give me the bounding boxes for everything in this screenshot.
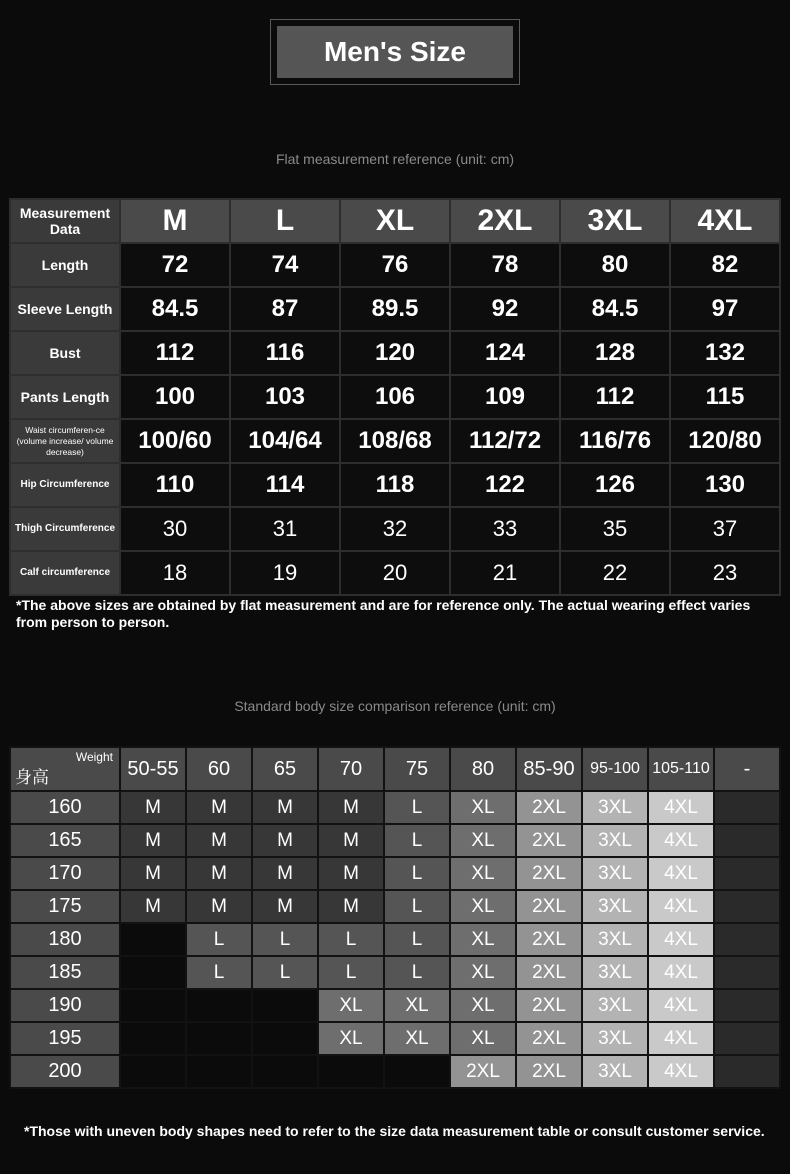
- empty-cell: [120, 989, 186, 1022]
- measurement-value: 18: [120, 551, 230, 595]
- weight-header: 75: [384, 747, 450, 791]
- height-row: [10, 857, 780, 890]
- title-frame: [270, 19, 520, 85]
- size-cell: XL: [450, 824, 516, 857]
- measurement-value: 104/64: [230, 419, 340, 463]
- measurement-value: 122: [450, 463, 560, 507]
- size-cell: 4XL: [648, 1055, 714, 1088]
- height-row: [10, 956, 780, 989]
- empty-cell: [186, 989, 252, 1022]
- row-label-text: Thigh Circumference: [14, 523, 116, 534]
- measurement-value: 87: [230, 287, 340, 331]
- row-label-sub: (volume increase/ volume decrease): [16, 435, 114, 457]
- height-header: 190: [10, 989, 120, 1022]
- height-header: 200: [10, 1055, 120, 1088]
- size-cell: 3XL: [582, 1055, 648, 1088]
- empty-cell: [714, 956, 780, 989]
- empty-cell: [252, 989, 318, 1022]
- measurement-value: 32: [340, 507, 450, 551]
- empty-cell: [186, 1022, 252, 1055]
- measurement-value: 74: [230, 243, 340, 287]
- size-header: 4XL: [670, 199, 780, 243]
- row-label: [10, 551, 120, 595]
- measurement-value: 112: [560, 375, 670, 419]
- height-header: 160: [10, 791, 120, 824]
- height-header: 175: [10, 890, 120, 923]
- measurement-value: 120: [340, 331, 450, 375]
- height-header: 180: [10, 923, 120, 956]
- measurement-value: 100: [120, 375, 230, 419]
- measurement-value: 124: [450, 331, 560, 375]
- size-header: M: [120, 199, 230, 243]
- height-header: 195: [10, 1022, 120, 1055]
- height-header: 165: [10, 824, 120, 857]
- height-header: 185: [10, 956, 120, 989]
- measurement-value: 72: [120, 243, 230, 287]
- size-cell: M: [120, 791, 186, 824]
- size-cell: XL: [318, 989, 384, 1022]
- height-row: [10, 791, 780, 824]
- weight-header: 70: [318, 747, 384, 791]
- measurement-value: 31: [230, 507, 340, 551]
- measurement-value: 103: [230, 375, 340, 419]
- height-row: [10, 1022, 780, 1055]
- row-label: [10, 243, 120, 287]
- size-cell: M: [252, 857, 318, 890]
- empty-cell: [714, 857, 780, 890]
- row-label-text: Bust: [49, 345, 81, 361]
- size-cell: M: [318, 791, 384, 824]
- size-cell: 4XL: [648, 791, 714, 824]
- size-cell: 3XL: [582, 824, 648, 857]
- size-cell: L: [318, 923, 384, 956]
- size-cell: 4XL: [648, 857, 714, 890]
- empty-cell: [714, 791, 780, 824]
- flat-caption: Flat measurement reference (unit: cm): [275, 151, 515, 167]
- empty-cell: [714, 1022, 780, 1055]
- weight-header: -: [714, 747, 780, 791]
- measurement-value: 33: [450, 507, 560, 551]
- size-cell: 3XL: [582, 956, 648, 989]
- measurement-value: 23: [670, 551, 780, 595]
- size-cell: 2XL: [516, 1055, 582, 1088]
- measurement-value: 106: [340, 375, 450, 419]
- measurement-value: 110: [120, 463, 230, 507]
- size-cell: 4XL: [648, 989, 714, 1022]
- measurement-row: [10, 551, 780, 595]
- size-cell: XL: [450, 1022, 516, 1055]
- empty-cell: [186, 1055, 252, 1088]
- size-cell: 2XL: [516, 791, 582, 824]
- empty-cell: [714, 989, 780, 1022]
- empty-cell: [252, 1022, 318, 1055]
- size-cell: 2XL: [516, 1022, 582, 1055]
- size-cell: 2XL: [516, 824, 582, 857]
- size-cell: L: [384, 791, 450, 824]
- measurement-value: 19: [230, 551, 340, 595]
- measurement-value: 35: [560, 507, 670, 551]
- empty-cell: [120, 956, 186, 989]
- size-cell: 4XL: [648, 1022, 714, 1055]
- weight-header: 105-110: [648, 747, 714, 791]
- size-cell: M: [318, 824, 384, 857]
- height-row: [10, 824, 780, 857]
- weight-header: 65: [252, 747, 318, 791]
- size-header: 2XL: [450, 199, 560, 243]
- weight-header: 80: [450, 747, 516, 791]
- measurement-value: 84.5: [560, 287, 670, 331]
- empty-cell: [120, 1022, 186, 1055]
- measurement-value: 100/60: [120, 419, 230, 463]
- flat-measurement-table: [9, 198, 781, 596]
- weight-header: 85-90: [516, 747, 582, 791]
- header-measurement-label: [10, 199, 120, 243]
- size-cell: XL: [450, 923, 516, 956]
- size-cell: M: [252, 791, 318, 824]
- measurement-value: 97: [670, 287, 780, 331]
- header-label-line2: Data: [49, 221, 81, 237]
- measurement-value: 128: [560, 331, 670, 375]
- size-cell: 3XL: [582, 989, 648, 1022]
- size-cell: L: [186, 923, 252, 956]
- size-cell: M: [252, 824, 318, 857]
- measurement-value: 108/68: [340, 419, 450, 463]
- measurement-value: 89.5: [340, 287, 450, 331]
- measurement-value: 132: [670, 331, 780, 375]
- size-header: L: [230, 199, 340, 243]
- size-cell: XL: [384, 989, 450, 1022]
- row-label-text: Waist circumferen-ce: [25, 424, 105, 435]
- measurement-value: 80: [560, 243, 670, 287]
- measurement-value: 109: [450, 375, 560, 419]
- size-cell: M: [186, 857, 252, 890]
- measurement-value: 116/76: [560, 419, 670, 463]
- size-cell: L: [384, 890, 450, 923]
- measurement-value: 20: [340, 551, 450, 595]
- height-axis-label: 身高: [15, 768, 49, 787]
- table-corner: [10, 747, 120, 791]
- empty-cell: [252, 1055, 318, 1088]
- measurement-value: 21: [450, 551, 560, 595]
- empty-cell: [120, 923, 186, 956]
- size-cell: XL: [450, 890, 516, 923]
- row-label: [10, 463, 120, 507]
- page-title: Men's Size: [277, 26, 513, 78]
- size-cell: 2XL: [516, 890, 582, 923]
- size-header: XL: [340, 199, 450, 243]
- size-cell: XL: [450, 956, 516, 989]
- row-label-text: Length: [41, 257, 89, 273]
- header-label-line1: Measurement: [19, 205, 111, 221]
- empty-cell: [714, 923, 780, 956]
- size-cell: M: [120, 857, 186, 890]
- row-label-text: Pants Length: [20, 389, 110, 405]
- size-cell: 4XL: [648, 956, 714, 989]
- size-cell: M: [252, 890, 318, 923]
- size-cell: XL: [384, 1022, 450, 1055]
- measurement-row: [10, 331, 780, 375]
- measurement-value: 76: [340, 243, 450, 287]
- measurement-row: [10, 507, 780, 551]
- size-cell: M: [186, 791, 252, 824]
- size-cell: XL: [450, 989, 516, 1022]
- size-cell: M: [318, 890, 384, 923]
- measurement-row: [10, 375, 780, 419]
- size-cell: 4XL: [648, 923, 714, 956]
- size-cell: XL: [450, 791, 516, 824]
- measurement-value: 114: [230, 463, 340, 507]
- measurement-row: [10, 419, 780, 463]
- size-cell: L: [384, 857, 450, 890]
- size-cell: 2XL: [516, 923, 582, 956]
- measurement-value: 84.5: [120, 287, 230, 331]
- measurement-value: 30: [120, 507, 230, 551]
- row-label-text: Calf circumference: [19, 567, 111, 578]
- height-header: 170: [10, 857, 120, 890]
- size-cell: M: [186, 824, 252, 857]
- size-cell: L: [252, 923, 318, 956]
- size-cell: L: [384, 956, 450, 989]
- size-cell: L: [318, 956, 384, 989]
- measurement-row: [10, 287, 780, 331]
- measurement-value: 112: [120, 331, 230, 375]
- size-cell: XL: [450, 857, 516, 890]
- measurement-value: 78: [450, 243, 560, 287]
- row-label: [10, 375, 120, 419]
- body-size-table: [9, 746, 781, 1089]
- size-header: 3XL: [560, 199, 670, 243]
- empty-cell: [318, 1055, 384, 1088]
- size-cell: M: [120, 824, 186, 857]
- row-label-text: Sleeve Length: [17, 301, 113, 317]
- measurement-value: 92: [450, 287, 560, 331]
- weight-header: 95-100: [582, 747, 648, 791]
- measurement-row: [10, 243, 780, 287]
- height-row: [10, 989, 780, 1022]
- weight-header: 50-55: [120, 747, 186, 791]
- row-label-text: Hip Circumference: [20, 479, 110, 490]
- height-row: [10, 1055, 780, 1088]
- body-note: *Those with uneven body shapes need to refer to the size data measurement table or consult customer service.: [24, 1123, 765, 1139]
- body-caption: Standard body size comparison reference (unit: cm): [234, 698, 556, 714]
- size-cell: M: [186, 890, 252, 923]
- measurement-row: [10, 463, 780, 507]
- size-cell: 3XL: [582, 923, 648, 956]
- size-cell: L: [384, 824, 450, 857]
- size-cell: 3XL: [582, 1022, 648, 1055]
- empty-cell: [714, 824, 780, 857]
- height-row: [10, 890, 780, 923]
- measurement-value: 22: [560, 551, 670, 595]
- size-cell: L: [384, 923, 450, 956]
- size-cell: 2XL: [516, 857, 582, 890]
- size-cell: 2XL: [450, 1055, 516, 1088]
- row-label: [10, 419, 120, 463]
- measurement-value: 115: [670, 375, 780, 419]
- size-cell: 3XL: [582, 890, 648, 923]
- height-row: [10, 923, 780, 956]
- row-label: [10, 287, 120, 331]
- flat-note: *The above sizes are obtained by flat measurement and are for reference only. The actual wearing effect varies from person to person.: [16, 597, 751, 630]
- size-cell: 2XL: [516, 989, 582, 1022]
- row-label: [10, 507, 120, 551]
- empty-cell: [120, 1055, 186, 1088]
- measurement-value: 37: [670, 507, 780, 551]
- measurement-value: 82: [670, 243, 780, 287]
- measurement-value: 118: [340, 463, 450, 507]
- size-cell: 3XL: [582, 857, 648, 890]
- empty-cell: [714, 890, 780, 923]
- size-cell: L: [252, 956, 318, 989]
- measurement-value: 112/72: [450, 419, 560, 463]
- weight-axis-label: Weight: [75, 750, 113, 764]
- empty-cell: [384, 1055, 450, 1088]
- size-cell: L: [186, 956, 252, 989]
- size-cell: M: [318, 857, 384, 890]
- size-cell: XL: [318, 1022, 384, 1055]
- size-cell: 4XL: [648, 890, 714, 923]
- size-cell: 4XL: [648, 824, 714, 857]
- measurement-value: 126: [560, 463, 670, 507]
- size-cell: M: [120, 890, 186, 923]
- size-cell: 2XL: [516, 956, 582, 989]
- measurement-value: 116: [230, 331, 340, 375]
- size-cell: 3XL: [582, 791, 648, 824]
- weight-header: 60: [186, 747, 252, 791]
- row-label: [10, 331, 120, 375]
- measurement-value: 130: [670, 463, 780, 507]
- measurement-value: 120/80: [670, 419, 780, 463]
- empty-cell: [714, 1055, 780, 1088]
